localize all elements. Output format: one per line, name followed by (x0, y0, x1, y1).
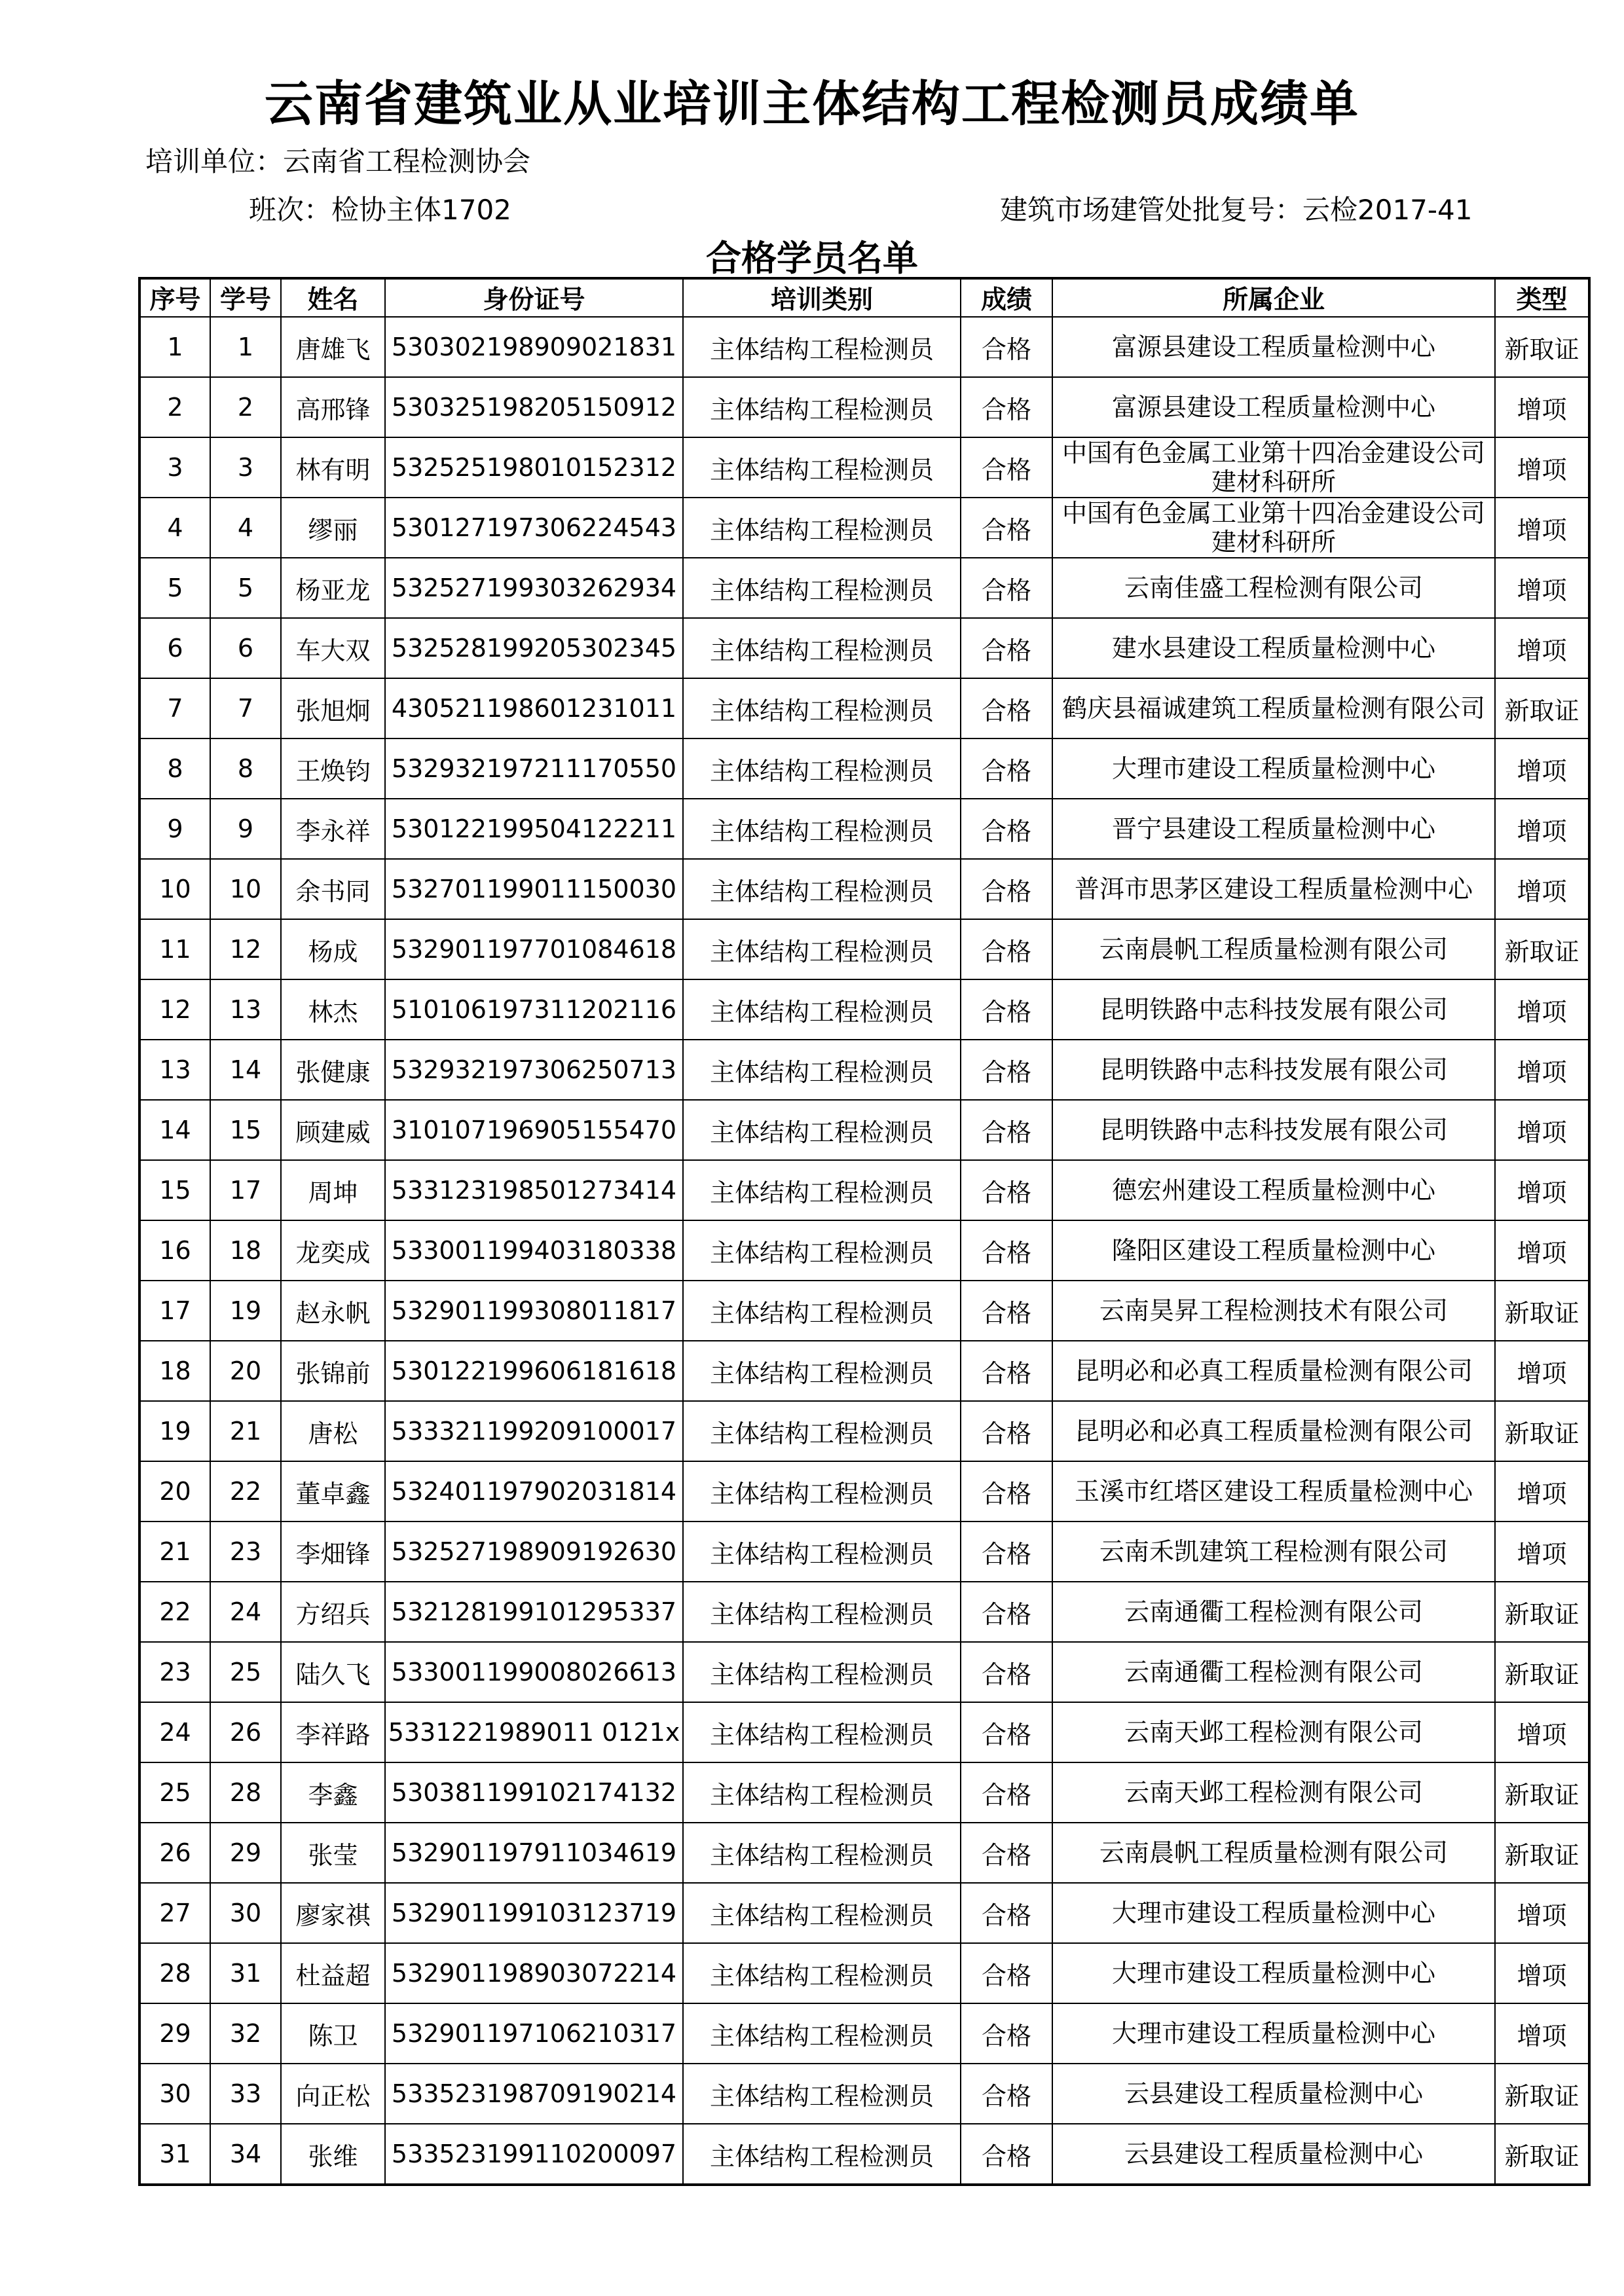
cell-seq: 21 (139, 1522, 210, 1582)
cell-result: 合格 (961, 2064, 1052, 2124)
cell-seq: 12 (139, 979, 210, 1040)
cell-result: 合格 (961, 859, 1052, 919)
cell-name: 张维 (281, 2124, 385, 2185)
cell-training-category: 主体结构工程检测员 (683, 859, 961, 919)
cell-type: 增项 (1495, 1943, 1589, 2003)
cell-name: 林有明 (281, 437, 385, 498)
cell-training-category: 主体结构工程检测员 (683, 498, 961, 558)
cell-company: 富源县建设工程质量检测中心 (1052, 377, 1495, 437)
cell-name: 顾建威 (281, 1100, 385, 1160)
cell-result: 合格 (961, 799, 1052, 859)
table-row (139, 1823, 1589, 1883)
cell-id-number: 510106197311202116 (385, 979, 683, 1040)
cell-name: 赵永帆 (281, 1281, 385, 1341)
cell-seq: 2 (139, 377, 210, 437)
cell-student-no: 19 (210, 1281, 281, 1341)
table-row (139, 498, 1589, 558)
cell-type: 新取证 (1495, 1582, 1589, 1642)
cell-training-category: 主体结构工程检测员 (683, 1943, 961, 2003)
cell-student-no: 34 (210, 2124, 281, 2185)
cell-training-category: 主体结构工程检测员 (683, 1220, 961, 1281)
cell-seq: 24 (139, 1702, 210, 1762)
cell-name: 杜益超 (281, 1943, 385, 2003)
cell-type: 新取证 (1495, 919, 1589, 979)
table-row (139, 437, 1589, 498)
cell-result: 合格 (961, 2124, 1052, 2185)
cell-company: 云南佳盛工程检测有限公司 (1052, 558, 1495, 618)
cell-result: 合格 (961, 1522, 1052, 1582)
cell-type: 增项 (1495, 618, 1589, 678)
cell-result: 合格 (961, 2003, 1052, 2064)
cell-result: 合格 (961, 1040, 1052, 1100)
cell-name: 向正松 (281, 2064, 385, 2124)
cell-company: 富源县建设工程质量检测中心 (1052, 317, 1495, 377)
cell-result: 合格 (961, 1341, 1052, 1401)
cell-seq: 9 (139, 799, 210, 859)
cell-type: 增项 (1495, 1461, 1589, 1522)
cell-training-category: 主体结构工程检测员 (683, 377, 961, 437)
cell-company: 大理市建设工程质量检测中心 (1052, 738, 1495, 799)
cell-company: 德宏州建设工程质量检测中心 (1052, 1160, 1495, 1220)
cell-training-category: 主体结构工程检测员 (683, 2124, 961, 2185)
cell-type: 新取证 (1495, 678, 1589, 738)
cell-seq: 18 (139, 1341, 210, 1401)
column-header-name: 姓名 (281, 278, 385, 317)
cell-result: 合格 (961, 1461, 1052, 1522)
cell-result: 合格 (961, 317, 1052, 377)
table-row (139, 1461, 1589, 1522)
table-row (139, 1040, 1589, 1100)
cell-type: 增项 (1495, 1702, 1589, 1762)
cell-id-number: 532901199308011817 (385, 1281, 683, 1341)
cell-result: 合格 (961, 1642, 1052, 1702)
cell-company: 云南天邺工程检测有限公司 (1052, 1702, 1495, 1762)
cell-id-number: 532901198903072214 (385, 1943, 683, 2003)
cell-training-category: 主体结构工程检测员 (683, 558, 961, 618)
cell-result: 合格 (961, 1943, 1052, 2003)
cell-id-number: 533523198709190214 (385, 2064, 683, 2124)
cell-seq: 16 (139, 1220, 210, 1281)
cell-student-no: 32 (210, 2003, 281, 2064)
cell-id-number: 530302198909021831 (385, 317, 683, 377)
cell-student-no: 23 (210, 1522, 281, 1582)
cell-company: 晋宁县建设工程质量检测中心 (1052, 799, 1495, 859)
cell-student-no: 13 (210, 979, 281, 1040)
cell-name: 龙奕成 (281, 1220, 385, 1281)
cell-training-category: 主体结构工程检测员 (683, 1401, 961, 1461)
cell-id-number: 532901197911034619 (385, 1823, 683, 1883)
cell-training-category: 主体结构工程检测员 (683, 437, 961, 498)
cell-name: 李畑锋 (281, 1522, 385, 1582)
class-number: 班次：检协主体1702 (249, 194, 511, 226)
cell-name: 廖家祺 (281, 1883, 385, 1943)
cell-student-no: 1 (210, 317, 281, 377)
cell-id-number: 310107196905155470 (385, 1100, 683, 1160)
cell-result: 合格 (961, 558, 1052, 618)
cell-id-number: 533321199209100017 (385, 1401, 683, 1461)
cell-company: 云南通衢工程检测有限公司 (1052, 1642, 1495, 1702)
table-row (139, 678, 1589, 738)
cell-seq: 11 (139, 919, 210, 979)
cell-training-category: 主体结构工程检测员 (683, 1040, 961, 1100)
cell-name: 李祥路 (281, 1702, 385, 1762)
cell-result: 合格 (961, 1582, 1052, 1642)
cell-id-number: 530122199504122211 (385, 799, 683, 859)
cell-result: 合格 (961, 1160, 1052, 1220)
cell-type: 增项 (1495, 859, 1589, 919)
table-row (139, 2003, 1589, 2064)
cell-name: 陈卫 (281, 2003, 385, 2064)
column-header-seq: 序号 (139, 278, 210, 317)
cell-company: 云南天邺工程检测有限公司 (1052, 1762, 1495, 1823)
cell-id-number: 532527199303262934 (385, 558, 683, 618)
cell-id-number: 430521198601231011 (385, 678, 683, 738)
cell-company: 中国有色金属工业第十四冶金建设公司建材科研所 (1052, 437, 1495, 498)
cell-id-number: 532932197306250713 (385, 1040, 683, 1100)
cell-type: 增项 (1495, 1100, 1589, 1160)
cell-type: 增项 (1495, 437, 1589, 498)
cell-seq: 15 (139, 1160, 210, 1220)
cell-student-no: 3 (210, 437, 281, 498)
cell-seq: 27 (139, 1883, 210, 1943)
table-row (139, 1943, 1589, 2003)
cell-company: 隆阳区建设工程质量检测中心 (1052, 1220, 1495, 1281)
table-row (139, 1220, 1589, 1281)
cell-company: 昆明铁路中志科技发展有限公司 (1052, 1040, 1495, 1100)
cell-seq: 8 (139, 738, 210, 799)
cell-student-no: 14 (210, 1040, 281, 1100)
column-header-student-no: 学号 (210, 278, 281, 317)
cell-seq: 13 (139, 1040, 210, 1100)
cell-type: 增项 (1495, 558, 1589, 618)
cell-training-category: 主体结构工程检测员 (683, 1702, 961, 1762)
table-row (139, 919, 1589, 979)
cell-name: 张旭炯 (281, 678, 385, 738)
cell-type: 新取证 (1495, 2124, 1589, 2185)
cell-result: 合格 (961, 1401, 1052, 1461)
cell-name: 唐雄飞 (281, 317, 385, 377)
cell-student-no: 29 (210, 1823, 281, 1883)
cell-student-no: 9 (210, 799, 281, 859)
table-row (139, 2064, 1589, 2124)
cell-training-category: 主体结构工程检测员 (683, 1582, 961, 1642)
cell-student-no: 22 (210, 1461, 281, 1522)
cell-name: 张莹 (281, 1823, 385, 1883)
cell-seq: 17 (139, 1281, 210, 1341)
table-row (139, 738, 1589, 799)
cell-company: 云南昊昇工程检测技术有限公司 (1052, 1281, 1495, 1341)
cell-type: 增项 (1495, 799, 1589, 859)
cell-result: 合格 (961, 498, 1052, 558)
cell-student-no: 15 (210, 1100, 281, 1160)
cell-company: 中国有色金属工业第十四冶金建设公司建材科研所 (1052, 498, 1495, 558)
cell-company: 鹤庆县福诚建筑工程质量检测有限公司 (1052, 678, 1495, 738)
cell-student-no: 18 (210, 1220, 281, 1281)
table-row (139, 1762, 1589, 1823)
cell-type: 增项 (1495, 1883, 1589, 1943)
cell-company: 大理市建设工程质量检测中心 (1052, 1943, 1495, 2003)
cell-student-no: 31 (210, 1943, 281, 2003)
cell-type: 增项 (1495, 377, 1589, 437)
approval-number: 建筑市场建管处批复号：云检2017-41 (1000, 194, 1473, 226)
cell-company: 云南晨帆工程质量检测有限公司 (1052, 1823, 1495, 1883)
table-row (139, 1100, 1589, 1160)
cell-id-number: 530325198205150912 (385, 377, 683, 437)
cell-company: 昆明必和必真工程质量检测有限公司 (1052, 1401, 1495, 1461)
cell-type: 增项 (1495, 1522, 1589, 1582)
cell-type: 增项 (1495, 498, 1589, 558)
cell-company: 云县建设工程质量检测中心 (1052, 2124, 1495, 2185)
cell-id-number: 532901197106210317 (385, 2003, 683, 2064)
cell-name: 李永祥 (281, 799, 385, 859)
cell-type: 增项 (1495, 1040, 1589, 1100)
cell-seq: 6 (139, 618, 210, 678)
cell-result: 合格 (961, 979, 1052, 1040)
cell-result: 合格 (961, 618, 1052, 678)
cell-company: 昆明铁路中志科技发展有限公司 (1052, 979, 1495, 1040)
table-header-row (139, 278, 1589, 317)
cell-result: 合格 (961, 377, 1052, 437)
cell-training-category: 主体结构工程检测员 (683, 2003, 961, 2064)
cell-result: 合格 (961, 678, 1052, 738)
cell-seq: 26 (139, 1823, 210, 1883)
cell-training-category: 主体结构工程检测员 (683, 1341, 961, 1401)
cell-name: 王焕钧 (281, 738, 385, 799)
column-header-id-number: 身份证号 (385, 278, 683, 317)
cell-seq: 3 (139, 437, 210, 498)
cell-student-no: 21 (210, 1401, 281, 1461)
cell-company: 大理市建设工程质量检测中心 (1052, 1883, 1495, 1943)
cell-name: 杨成 (281, 919, 385, 979)
table-row (139, 799, 1589, 859)
cell-company: 建水县建设工程质量检测中心 (1052, 618, 1495, 678)
cell-result: 合格 (961, 1281, 1052, 1341)
cell-id-number: 530127197306224543 (385, 498, 683, 558)
cell-type: 增项 (1495, 738, 1589, 799)
cell-type: 增项 (1495, 1341, 1589, 1401)
cell-training-category: 主体结构工程检测员 (683, 1823, 961, 1883)
cell-training-category: 主体结构工程检测员 (683, 1762, 961, 1823)
table-row (139, 1281, 1589, 1341)
cell-name: 张健康 (281, 1040, 385, 1100)
cell-result: 合格 (961, 1883, 1052, 1943)
cell-name: 杨亚龙 (281, 558, 385, 618)
cell-training-category: 主体结构工程检测员 (683, 1883, 961, 1943)
cell-name: 车大双 (281, 618, 385, 678)
cell-seq: 20 (139, 1461, 210, 1522)
cell-result: 合格 (961, 1702, 1052, 1762)
cell-type: 新取证 (1495, 1823, 1589, 1883)
table-row (139, 859, 1589, 919)
cell-name: 董卓鑫 (281, 1461, 385, 1522)
cell-type: 新取证 (1495, 1401, 1589, 1461)
cell-company: 昆明必和必真工程质量检测有限公司 (1052, 1341, 1495, 1401)
cell-type: 增项 (1495, 979, 1589, 1040)
cell-result: 合格 (961, 1762, 1052, 1823)
cell-id-number: 530381199102174132 (385, 1762, 683, 1823)
cell-name: 缪丽 (281, 498, 385, 558)
cell-training-category: 主体结构工程检测员 (683, 738, 961, 799)
cell-id-number: 532901197701084618 (385, 919, 683, 979)
table-row (139, 558, 1589, 618)
cell-student-no: 7 (210, 678, 281, 738)
training-unit: 培训单位：云南省工程检测协会 (145, 145, 531, 177)
cell-seq: 19 (139, 1401, 210, 1461)
cell-type: 增项 (1495, 1160, 1589, 1220)
column-header-company: 所属企业 (1052, 278, 1495, 317)
cell-id-number: 532901199103123719 (385, 1883, 683, 1943)
cell-company: 云南禾凯建筑工程检测有限公司 (1052, 1522, 1495, 1582)
cell-id-number: 533001199403180338 (385, 1220, 683, 1281)
cell-seq: 1 (139, 317, 210, 377)
cell-type: 新取证 (1495, 2064, 1589, 2124)
cell-company: 云县建设工程质量检测中心 (1052, 2064, 1495, 2124)
cell-name: 唐松 (281, 1401, 385, 1461)
cell-student-no: 20 (210, 1341, 281, 1401)
cell-company: 普洱市思茅区建设工程质量检测中心 (1052, 859, 1495, 919)
cell-id-number: 533123198501273414 (385, 1160, 683, 1220)
cell-seq: 10 (139, 859, 210, 919)
column-header-training-category: 培训类别 (683, 278, 961, 317)
cell-result: 合格 (961, 1100, 1052, 1160)
cell-student-no: 10 (210, 859, 281, 919)
page-title: 云南省建筑业从业培训主体结构工程检测员成绩单 (265, 76, 1359, 132)
cell-student-no: 24 (210, 1582, 281, 1642)
cell-id-number: 532701199011150030 (385, 859, 683, 919)
cell-id-number: 532528199205302345 (385, 618, 683, 678)
cell-type: 新取证 (1495, 1281, 1589, 1341)
cell-type: 增项 (1495, 2003, 1589, 2064)
cell-id-number: 5331221989011 0121x (385, 1702, 683, 1762)
table-row (139, 1160, 1589, 1220)
cell-result: 合格 (961, 738, 1052, 799)
cell-result: 合格 (961, 919, 1052, 979)
cell-student-no: 30 (210, 1883, 281, 1943)
cell-name: 方绍兵 (281, 1582, 385, 1642)
cell-training-category: 主体结构工程检测员 (683, 1522, 961, 1582)
cell-id-number: 532128199101295337 (385, 1582, 683, 1642)
cell-student-no: 2 (210, 377, 281, 437)
cell-seq: 5 (139, 558, 210, 618)
table-row (139, 377, 1589, 437)
cell-student-no: 33 (210, 2064, 281, 2124)
table-row (139, 1582, 1589, 1642)
table-row (139, 618, 1589, 678)
cell-company: 玉溪市红塔区建设工程质量检测中心 (1052, 1461, 1495, 1522)
cell-student-no: 5 (210, 558, 281, 618)
list-subtitle: 合格学员名单 (706, 238, 918, 279)
table-row (139, 1522, 1589, 1582)
cell-name: 李鑫 (281, 1762, 385, 1823)
cell-id-number: 533001199008026613 (385, 1642, 683, 1702)
cell-type: 新取证 (1495, 1762, 1589, 1823)
cell-seq: 31 (139, 2124, 210, 2185)
cell-training-category: 主体结构工程检测员 (683, 1160, 961, 1220)
table-row (139, 1341, 1589, 1401)
cell-training-category: 主体结构工程检测员 (683, 618, 961, 678)
cell-training-category: 主体结构工程检测员 (683, 979, 961, 1040)
table-row (139, 979, 1589, 1040)
cell-type: 增项 (1495, 1220, 1589, 1281)
cell-seq: 7 (139, 678, 210, 738)
cell-student-no: 26 (210, 1702, 281, 1762)
cell-name: 张锦前 (281, 1341, 385, 1401)
cell-seq: 25 (139, 1762, 210, 1823)
cell-seq: 22 (139, 1582, 210, 1642)
cell-name: 高邢锋 (281, 377, 385, 437)
cell-seq: 23 (139, 1642, 210, 1702)
cell-id-number: 532932197211170550 (385, 738, 683, 799)
cell-training-category: 主体结构工程检测员 (683, 317, 961, 377)
cell-seq: 4 (139, 498, 210, 558)
cell-type: 新取证 (1495, 317, 1589, 377)
cell-result: 合格 (961, 1823, 1052, 1883)
qualified-students-table (138, 277, 1591, 2186)
cell-training-category: 主体结构工程检测员 (683, 1100, 961, 1160)
cell-student-no: 4 (210, 498, 281, 558)
cell-student-no: 17 (210, 1160, 281, 1220)
cell-training-category: 主体结构工程检测员 (683, 799, 961, 859)
table-row (139, 2124, 1589, 2185)
table-row (139, 317, 1589, 377)
cell-student-no: 12 (210, 919, 281, 979)
cell-id-number: 532527198909192630 (385, 1522, 683, 1582)
table-row (139, 1702, 1589, 1762)
column-header-type: 类型 (1495, 278, 1589, 317)
cell-company: 大理市建设工程质量检测中心 (1052, 2003, 1495, 2064)
cell-type: 新取证 (1495, 1642, 1589, 1702)
cell-seq: 28 (139, 1943, 210, 2003)
cell-seq: 30 (139, 2064, 210, 2124)
cell-training-category: 主体结构工程检测员 (683, 678, 961, 738)
cell-id-number: 532401197902031814 (385, 1461, 683, 1522)
cell-company: 云南通衢工程检测有限公司 (1052, 1582, 1495, 1642)
cell-training-category: 主体结构工程检测员 (683, 2064, 961, 2124)
cell-company: 昆明铁路中志科技发展有限公司 (1052, 1100, 1495, 1160)
cell-training-category: 主体结构工程检测员 (683, 1642, 961, 1702)
cell-id-number: 532525198010152312 (385, 437, 683, 498)
cell-student-no: 8 (210, 738, 281, 799)
cell-student-no: 25 (210, 1642, 281, 1702)
cell-id-number: 530122199606181618 (385, 1341, 683, 1401)
cell-seq: 29 (139, 2003, 210, 2064)
column-header-result: 成绩 (961, 278, 1052, 317)
cell-student-no: 28 (210, 1762, 281, 1823)
cell-training-category: 主体结构工程检测员 (683, 919, 961, 979)
cell-student-no: 6 (210, 618, 281, 678)
table-row (139, 1642, 1589, 1702)
cell-id-number: 533523199110200097 (385, 2124, 683, 2185)
cell-company: 云南晨帆工程质量检测有限公司 (1052, 919, 1495, 979)
cell-name: 周坤 (281, 1160, 385, 1220)
cell-training-category: 主体结构工程检测员 (683, 1461, 961, 1522)
cell-name: 余书同 (281, 859, 385, 919)
cell-training-category: 主体结构工程检测员 (683, 1281, 961, 1341)
cell-name: 陆久飞 (281, 1642, 385, 1702)
cell-result: 合格 (961, 437, 1052, 498)
cell-name: 林杰 (281, 979, 385, 1040)
cell-seq: 14 (139, 1100, 210, 1160)
table-row (139, 1401, 1589, 1461)
cell-result: 合格 (961, 1220, 1052, 1281)
table-row (139, 1883, 1589, 1943)
